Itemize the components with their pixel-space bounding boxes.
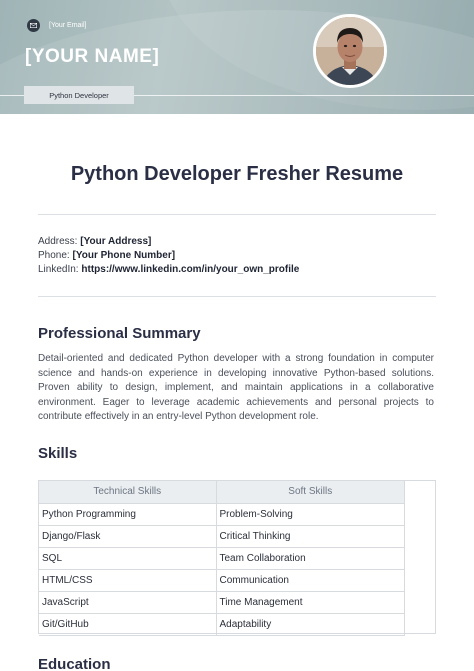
table-row: [39, 503, 405, 525]
document-title: Python Developer Fresher Resume: [70, 163, 404, 185]
skills-heading: Skills: [38, 445, 78, 462]
soft-skill: Communication: [216, 569, 405, 591]
address-value: [Your Address]: [80, 236, 152, 247]
address-label: Address:: [38, 236, 78, 247]
technical-skill: Django/Flask: [39, 525, 216, 547]
phone-value: [Your Phone Number]: [72, 250, 176, 261]
skills-table-container: [38, 480, 436, 634]
phone-label: Phone:: [38, 250, 70, 261]
skills-table: [39, 481, 405, 636]
column-header-soft: Soft Skills: [216, 481, 405, 503]
linkedin-link[interactable]: https://www.linkedin.com/in/your_own_profile: [81, 264, 300, 275]
summary-heading: Professional Summary: [38, 325, 201, 342]
divider: [38, 214, 436, 215]
role-badge: Python Developer: [24, 86, 134, 104]
table-row: [39, 569, 405, 591]
table-row: [39, 591, 405, 613]
technical-skill: JavaScript: [39, 591, 216, 613]
linkedin-label: LinkedIn:: [38, 264, 79, 275]
education-heading: Education: [38, 656, 111, 671]
soft-skill: Problem-Solving: [216, 503, 405, 525]
soft-skill: Time Management: [216, 591, 405, 613]
soft-skill: Team Collaboration: [216, 547, 405, 569]
contact-address: [38, 236, 151, 247]
candidate-name: [YOUR NAME]: [25, 46, 160, 67]
technical-skill: Git/GitHub: [39, 613, 216, 635]
email-row: [27, 19, 86, 32]
divider: [38, 296, 436, 297]
table-row: [39, 525, 405, 547]
technical-skill: SQL: [39, 547, 216, 569]
soft-skill: Critical Thinking: [216, 525, 405, 547]
resume-header: [0, 0, 474, 114]
technical-skill: Python Programming: [39, 503, 216, 525]
email-text: [Your Email]: [49, 22, 87, 29]
technical-skill: HTML/CSS: [39, 569, 216, 591]
soft-skill: Adaptability: [216, 613, 405, 635]
summary-text: Detail-oriented and dedicated Python developer with a strong foundation in computer science and hands-on experience in developing innovative Python-based solutions. Proven ability to design, implement, and maintain applications in a collaborative environment. Eager to leverage academic achievements and personal projects to contribute effectively in an entry-level Python development role.: [38, 353, 434, 422]
table-row: [39, 613, 405, 635]
table-row: [39, 547, 405, 569]
contact-linkedin: [38, 264, 299, 275]
mail-icon: [27, 19, 40, 32]
contact-phone: [38, 250, 175, 261]
table-header-row: [39, 481, 405, 503]
avatar: [313, 14, 387, 88]
column-header-technical: Technical Skills: [39, 481, 216, 503]
